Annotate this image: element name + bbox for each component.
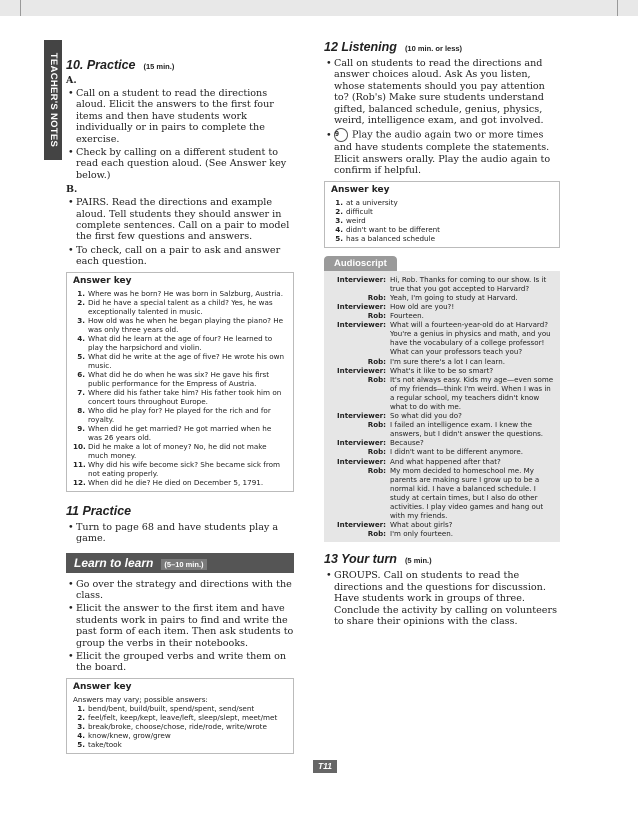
dialogue-text: I didn't want to be different anymore. xyxy=(390,447,524,457)
cd-track-icon: 9 xyxy=(334,128,348,142)
learn-time: (5–10 min.) xyxy=(161,559,206,570)
answer-text: Where was he born? He was born in Salzburg, Austria. xyxy=(88,288,283,298)
page-number: T11 xyxy=(313,760,337,773)
dialogue-line xyxy=(328,293,554,302)
list-item: • PAIRS. Read the directions and example aloud. Tell students they should answer in complete sentences. Call on a pair to model the first few questions and answers. xyxy=(66,197,294,243)
answer-item xyxy=(73,713,287,722)
speaker: Interviewer: xyxy=(337,365,386,375)
answer-number: 1. xyxy=(77,288,85,298)
answer-item xyxy=(73,722,287,731)
list-item xyxy=(324,128,560,176)
part-a-label: A. xyxy=(66,75,77,86)
dialogue-line xyxy=(328,411,554,420)
answer-number: 2. xyxy=(77,297,85,307)
answer-key-intro: Answers may vary; possible answers: xyxy=(73,694,208,704)
answer-item xyxy=(73,289,287,298)
speaker: Rob: xyxy=(367,420,386,430)
top-margin xyxy=(0,0,638,16)
answer-number: 12. xyxy=(73,477,86,487)
answer-item xyxy=(73,316,287,334)
answer-item xyxy=(331,207,553,216)
answer-item xyxy=(73,352,287,370)
answer-item xyxy=(73,388,287,406)
answer-item xyxy=(73,334,287,352)
answer-item xyxy=(73,478,287,487)
answer-key-title: Answer key xyxy=(331,184,390,195)
answer-number: 4. xyxy=(77,730,85,740)
part-a-list xyxy=(66,88,294,181)
answer-number: 2. xyxy=(335,206,343,216)
listening-heading xyxy=(324,40,560,54)
speaker: Interviewer: xyxy=(337,411,386,421)
answer-text: weird xyxy=(346,215,366,225)
dialogue-text: I'm only fourteen. xyxy=(390,529,453,539)
answer-number: 2. xyxy=(77,712,85,722)
listening-time: (10 min. or less) xyxy=(404,44,463,53)
answer-text: bend/bent, build/built, spend/spent, send/sent xyxy=(88,703,255,713)
answer-text: Who did he play for? He played for the rich and for royalty. xyxy=(88,405,271,424)
answer-number: 5. xyxy=(77,739,85,749)
dialogue-text: What about girls? xyxy=(390,520,453,530)
speaker: Rob: xyxy=(367,311,386,321)
dialogue-line xyxy=(328,529,554,538)
answer-text: take/took xyxy=(88,739,122,749)
answer-text: What did he learn at the age of four? He learned to play the harpsichord and violin. xyxy=(88,333,273,352)
dialogue-text: How old are you?! xyxy=(390,301,455,311)
answer-key-list xyxy=(73,704,287,749)
speaker: Rob: xyxy=(367,356,386,366)
answer-text: When did he die? He died on December 5, 1791. xyxy=(88,477,264,487)
dialogue-text: Fourteen. xyxy=(390,311,424,321)
dialogue-text: Because? xyxy=(390,438,424,448)
dialogue-line xyxy=(328,438,554,447)
answer-number: 1. xyxy=(335,197,343,207)
speaker: Rob: xyxy=(367,292,386,302)
part-b-list xyxy=(66,197,294,267)
answer-number: 11. xyxy=(73,459,86,469)
answer-text: didn't want to be different xyxy=(346,224,440,234)
answer-key-box-12 xyxy=(324,181,560,248)
answer-number: 6. xyxy=(77,369,85,379)
listening-title: 12 Listening xyxy=(324,40,397,54)
dialogue-text: So what did you do? xyxy=(390,411,462,421)
practice-11-list xyxy=(66,522,294,545)
speaker: Rob: xyxy=(367,447,386,457)
answer-item xyxy=(73,740,287,749)
answer-number: 5. xyxy=(335,233,343,243)
dialogue-line xyxy=(328,447,554,456)
answer-item xyxy=(331,216,553,225)
answer-item xyxy=(73,406,287,424)
your-turn-list xyxy=(324,570,560,627)
answer-text: feel/felt, keep/kept, leave/left, sleep/slept, meet/met xyxy=(88,712,278,722)
answer-item xyxy=(73,370,287,388)
speaker: Interviewer: xyxy=(337,456,386,466)
speaker: Interviewer: xyxy=(337,520,386,530)
list-item: • Elicit the answer to the first item and have students work in pairs to find and write the past form of each item. Then ask students to group the verbs in their notebooks. xyxy=(66,603,294,649)
crop-mark-right xyxy=(617,0,618,16)
dialogue-line xyxy=(328,375,554,411)
speaker: Rob: xyxy=(367,374,386,384)
learn-list xyxy=(66,579,294,674)
dialogue-line xyxy=(328,457,554,466)
list-item: • Call on a student to read the directions aloud. Elicit the answers to the first four items and then have students work individually or in pairs to complete the exercise. xyxy=(66,88,294,145)
list-item: • To check, call on a pair to ask and answer each question. xyxy=(66,245,294,268)
answer-key-box-10 xyxy=(66,272,294,492)
list-item: • Check by calling on a different student to read each question aloud. (See Answer key below.) xyxy=(66,147,294,181)
your-turn-heading xyxy=(324,552,560,566)
your-turn-time: (5 min.) xyxy=(404,556,432,566)
answer-text: Did he make a lot of money? No, he did not make much money. xyxy=(88,441,267,460)
answer-number: 8. xyxy=(77,405,85,415)
dialogue-text: Yeah, I'm going to study at Harvard. xyxy=(390,292,518,302)
answer-item xyxy=(73,424,287,442)
answer-number: 4. xyxy=(77,333,85,343)
answer-item xyxy=(331,225,553,234)
answer-text: What did he write at the age of five? He wrote his own music. xyxy=(88,351,285,370)
answer-number: 9. xyxy=(77,423,85,433)
answer-text: at a university xyxy=(346,197,398,207)
dialogue-text: My mom decided to homeschool me. My parents are making sure I grow up to be a normal kid. I have a balanced schedule. I study at certain times, but I also do other activities. I play video games and hang out with my friends. xyxy=(390,465,544,521)
dialogue-line xyxy=(328,311,554,320)
speaker: Rob: xyxy=(367,529,386,539)
answer-text: Where did his father take him? His father took him on concert tours throughout Europe. xyxy=(88,387,282,406)
crop-mark-left xyxy=(20,0,21,16)
answer-text: When did he get married? He got married when he was 26 years old. xyxy=(88,423,272,442)
speaker: Interviewer: xyxy=(337,438,386,448)
answer-number: 3. xyxy=(335,215,343,225)
dialogue-line xyxy=(328,520,554,529)
list-item: • GROUPS. Call on students to read the directions and the questions for discussion. Have students work in groups of three. Conclude the activity by calling on volunteers to share their opinions with the class. xyxy=(324,570,560,627)
speaker: Interviewer: xyxy=(337,320,386,330)
dialogue-line xyxy=(328,466,554,521)
learn-title: Learn to learn xyxy=(74,555,154,570)
answer-text: has a balanced schedule xyxy=(346,233,436,243)
practice-11-heading xyxy=(66,504,294,518)
learn-to-learn-banner xyxy=(66,553,294,573)
dialogue-line xyxy=(328,275,554,293)
your-turn-title: 13 Your turn xyxy=(324,552,397,567)
answer-number: 7. xyxy=(77,387,85,397)
answer-number: 3. xyxy=(77,721,85,731)
dialogue-text: And what happened after that? xyxy=(390,456,501,466)
list-item: • Turn to page 68 and have students play a game. xyxy=(66,522,294,545)
answer-item xyxy=(73,460,287,478)
speaker: Interviewer: xyxy=(337,301,386,311)
speaker: Rob: xyxy=(367,465,386,475)
dialogue-text: It's not always easy. Kids my age—even some of my friends—think I'm weird. When I was in a regular school, my teachers didn't know what to do with me. xyxy=(390,374,554,411)
dialogue-text: What's it like to be so smart? xyxy=(390,365,494,375)
answer-number: 1. xyxy=(77,703,85,713)
dialogue-line xyxy=(328,420,554,438)
list-item: • Go over the strategy and directions with the class. xyxy=(66,579,294,602)
practice-10-heading xyxy=(66,58,294,72)
answer-number: 4. xyxy=(335,224,343,234)
audioscript-tab: Audioscript xyxy=(324,256,397,271)
practice-10-time: (15 min.) xyxy=(143,62,175,71)
dialogue-line xyxy=(328,302,554,311)
list-item: • Elicit the grouped verbs and write them on the board. xyxy=(66,651,294,674)
left-column xyxy=(66,58,294,754)
answer-item xyxy=(73,442,287,460)
answer-key-list xyxy=(73,289,287,487)
dialogue-line xyxy=(328,357,554,366)
side-label: TEACHER'S NOTES xyxy=(48,52,59,148)
answer-number: 3. xyxy=(77,315,85,325)
dialogue-text: I'm sure there's a lot I can learn. xyxy=(390,356,505,366)
answer-text: What did he do when he was six? He gave his first public performance for the Empress of Austria. xyxy=(88,369,270,388)
dialogue-line xyxy=(328,366,554,375)
answer-key-box-learn xyxy=(66,678,294,754)
answer-item xyxy=(73,298,287,316)
dialogue-text: What will a fourteen-year-old do at Harvard? You're a genius in physics and math, and you have the vocabulary of a college professor! What can your professors teach you? xyxy=(390,320,551,357)
speaker: Interviewer: xyxy=(337,274,386,284)
audioscript-box xyxy=(324,271,560,543)
answer-key-list xyxy=(331,198,553,243)
answer-item xyxy=(73,704,287,713)
answer-text: know/knew, grow/grew xyxy=(88,730,171,740)
part-b-label: B. xyxy=(66,184,78,196)
listening-list xyxy=(324,58,560,177)
right-column xyxy=(324,40,560,629)
answer-text: difficult xyxy=(346,206,373,216)
dialogue-text: I failed an intelligence exam. I knew the answers, but I didn't answer the questions. xyxy=(390,420,544,439)
dialogue-line xyxy=(328,320,554,356)
answer-number: 5. xyxy=(77,351,85,361)
answer-number: 10. xyxy=(73,441,86,451)
list-item: • Call on students to read the directions and answer choices aloud. Ask As you listen, whose statements should you pay attention to? (Rob's) Make sure students understand gifted, balanced schedule, genius, physics, weird, intelligence exam, and got involved. xyxy=(324,58,560,126)
answer-key-title: Answer key xyxy=(73,275,132,286)
answer-text: How old was he when he began playing the piano? He was only three years old. xyxy=(88,315,284,334)
dialogue-text: Hi, Rob. Thanks for coming to our show. Is it true that you got accepted to Harvard? xyxy=(390,274,547,293)
answer-text: Why did his wife become sick? She became sick from not eating properly. xyxy=(88,459,281,478)
answer-key-title: Answer key xyxy=(73,681,132,692)
answer-text: Did he have a special talent as a child? Yes, he was exceptionally talented in music. xyxy=(88,297,273,316)
answer-item xyxy=(331,234,553,243)
answer-text: break/broke, choose/chose, ride/rode, write/wrote xyxy=(88,721,267,731)
answer-item xyxy=(331,198,553,207)
list-item-text: Play the audio again two or more times and have students complete the statements. Elicit answers orally. Play the audio again to confirm if helpful. xyxy=(334,129,551,177)
answer-item xyxy=(73,731,287,740)
practice-11-title: 11 Practice xyxy=(66,503,132,518)
practice-10-title: 10. Practice xyxy=(66,58,136,72)
